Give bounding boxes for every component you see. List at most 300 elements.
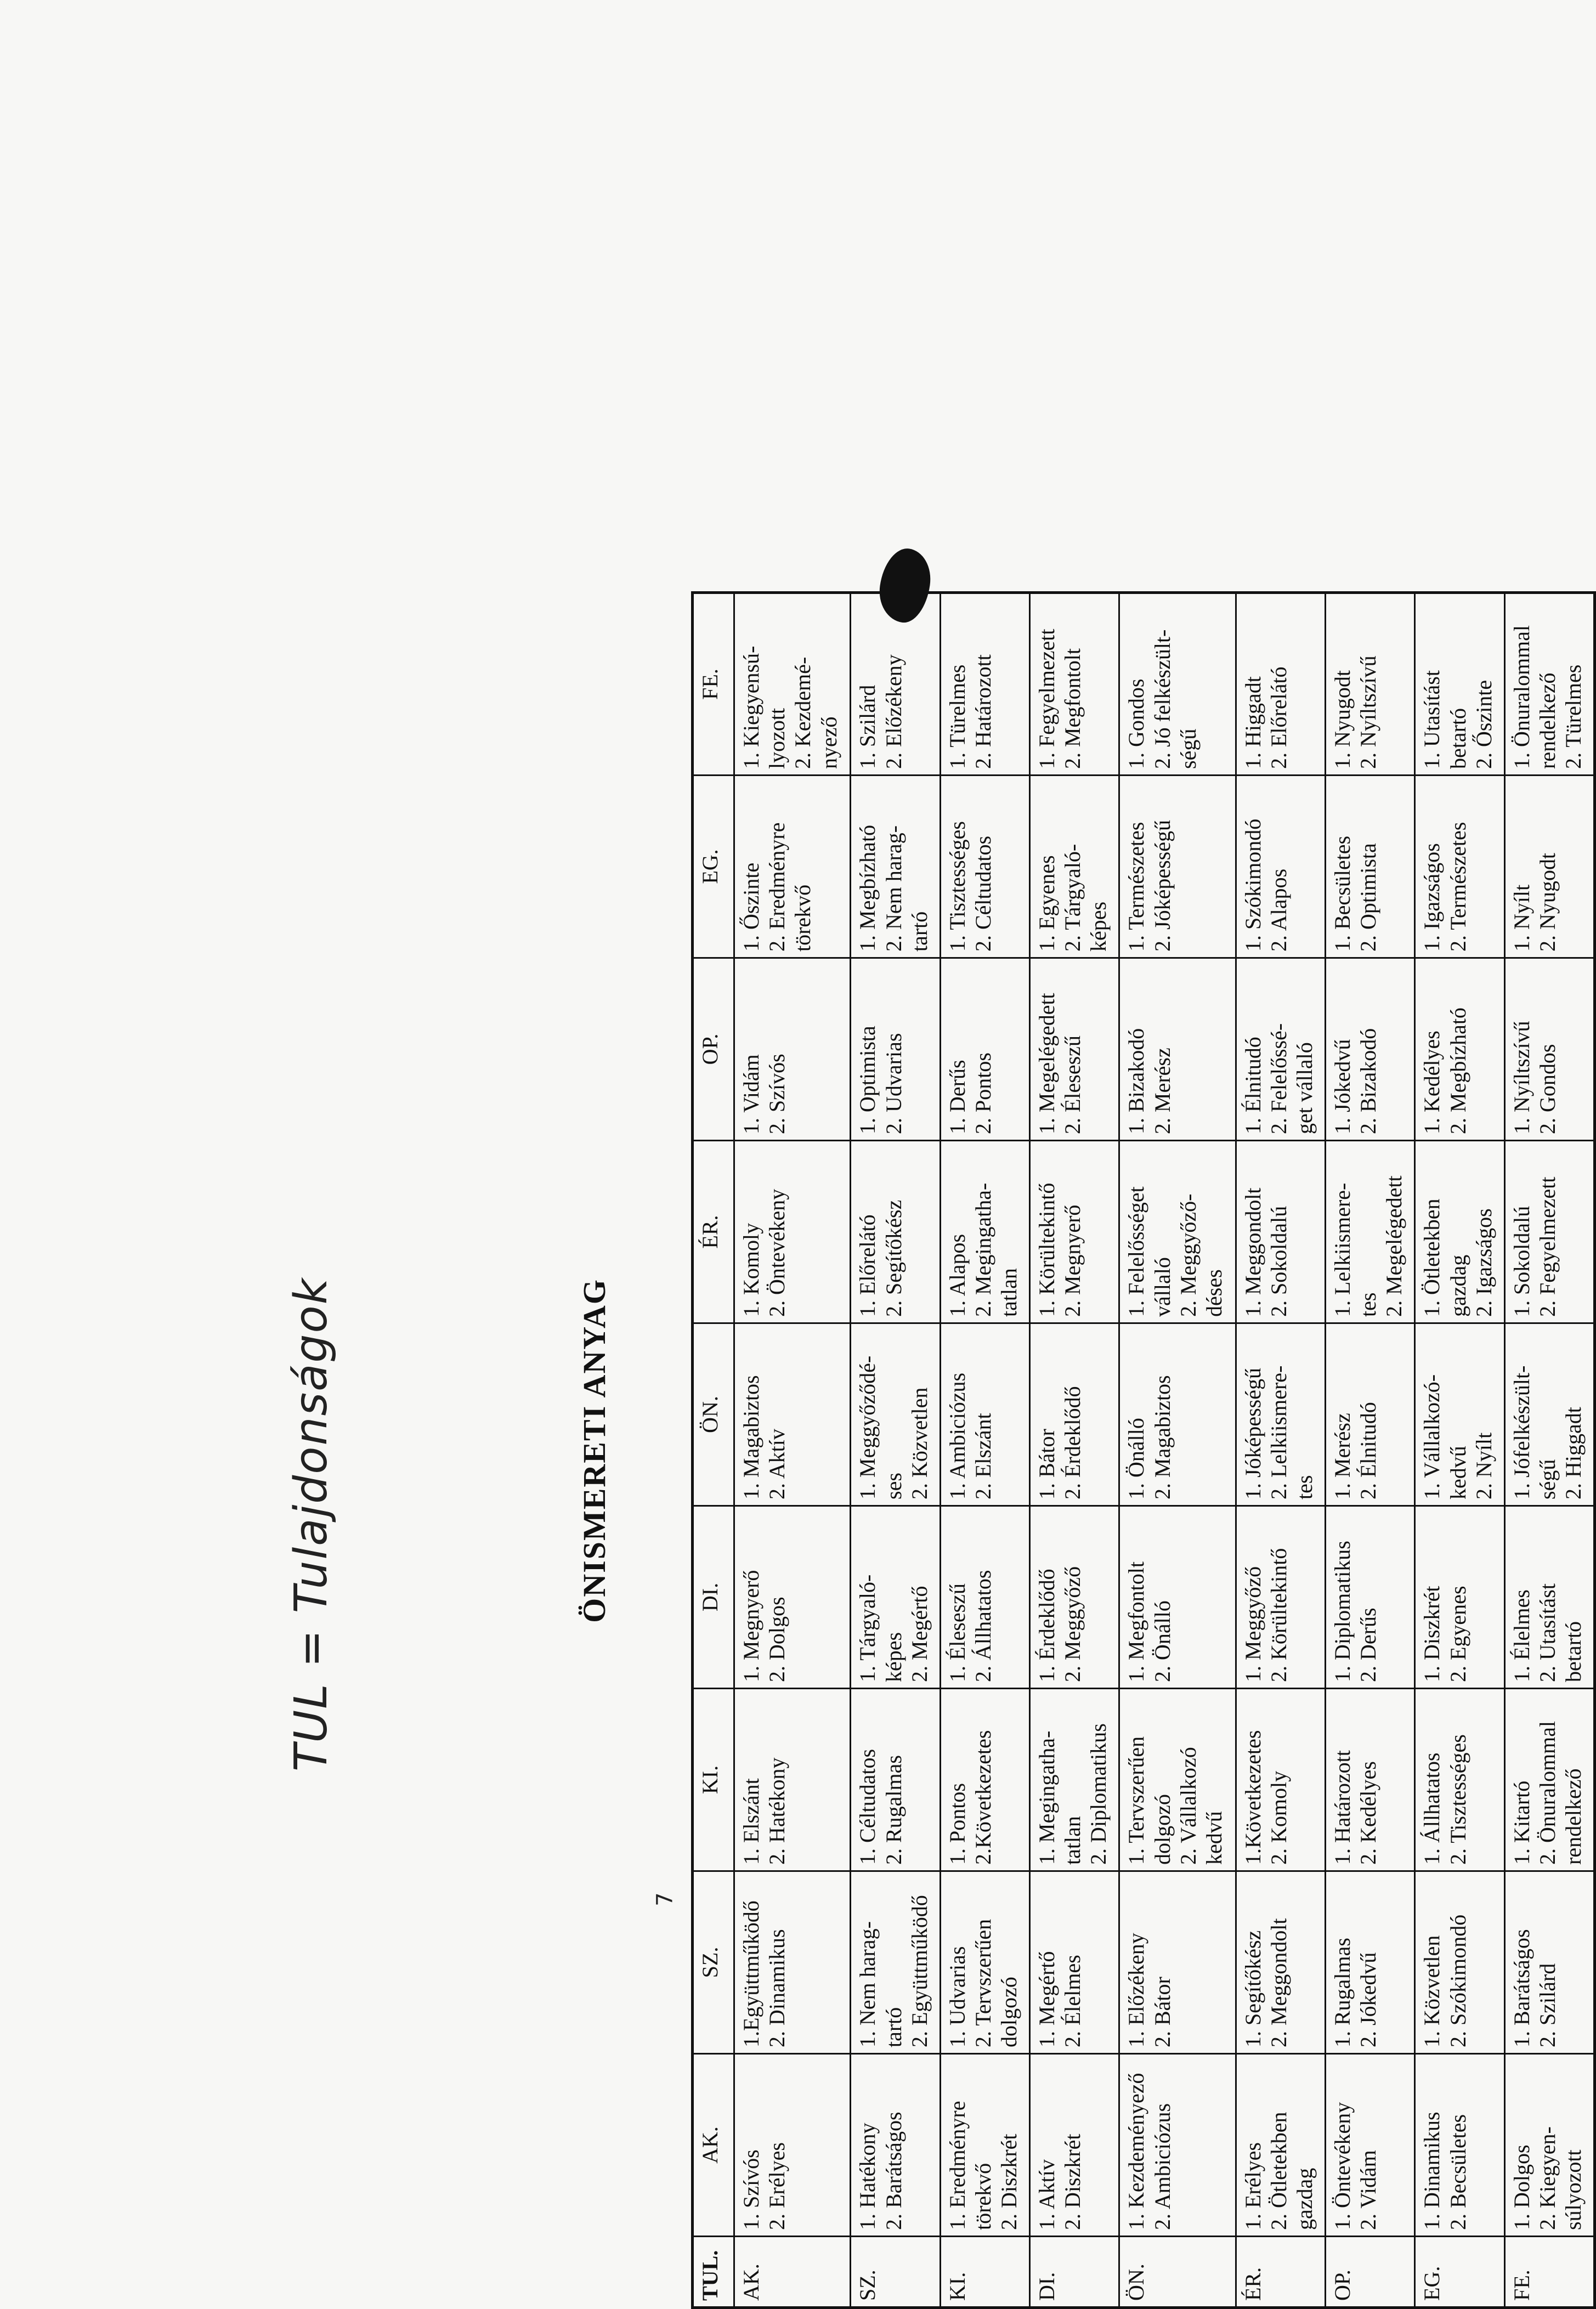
table-cell [851, 958, 940, 1141]
cell-line: 2. Megnyerő [1060, 1204, 1085, 1317]
table-header-row [693, 593, 734, 2308]
row-header: SZ. [851, 2237, 940, 2308]
cell-line: tartó [907, 911, 932, 952]
cell-line: 2. Élelmes [1060, 1955, 1085, 2047]
table-cell [734, 958, 851, 1141]
table-cell [1119, 1506, 1236, 1689]
cell-line: 2. Ambiciózus [1150, 2103, 1175, 2230]
table-cell [1504, 2054, 1594, 2237]
table-cell [1504, 958, 1594, 1141]
table-cell [1236, 2054, 1325, 2237]
cell-line: 2. Diplomatikus [1086, 1723, 1111, 1865]
table-cell [1030, 1323, 1119, 1506]
cell-line: 1. Meggyőződé- [855, 1355, 880, 1499]
table-cell [1236, 1506, 1325, 1689]
table-cell [1119, 1689, 1236, 1871]
table-cell [734, 1141, 851, 1323]
cell-line: 2. Határozott [970, 654, 995, 769]
column-header: FE. [693, 593, 734, 776]
cell-line: 1. Szívós [739, 2149, 763, 2230]
table-row [734, 593, 851, 2308]
cell-line: 1. Aktív [1034, 2159, 1060, 2230]
cell-line: 1. Tisztességes [944, 821, 970, 952]
table-cell [1504, 1506, 1594, 1689]
cell-line: 1. Utasítást [1419, 670, 1445, 769]
cell-line: 1. Kedélyes [1419, 1031, 1445, 1134]
cell-line: dolgozó [997, 1977, 1022, 2047]
table-cell [940, 1871, 1029, 2054]
table-cell [1326, 776, 1415, 958]
table-cell [851, 1323, 940, 1506]
cell-line: 1. Türelmes [944, 664, 970, 769]
cell-line: ségű [1535, 1459, 1560, 1499]
table-cell [1030, 1141, 1119, 1323]
cell-line: 2. Elszánt [970, 1413, 995, 1499]
table-cell [1415, 1323, 1504, 1506]
table-cell [940, 1689, 1029, 1871]
cell-line: 2. Nyílt [1471, 1432, 1496, 1499]
table-cell [940, 1323, 1029, 1506]
cell-line: 1. Igazságos [1419, 843, 1445, 952]
cell-line: 1. Ambiciózus [944, 1372, 970, 1499]
table-cell [1119, 2054, 1236, 2237]
cell-line: 1. Határozott [1330, 1750, 1355, 1865]
table-cell [940, 2054, 1029, 2237]
cell-line: 2. Vidám [1356, 2150, 1381, 2230]
cell-line: 2. Önuralommal [1535, 1721, 1560, 1865]
cell-line: 2. Erélyes [765, 2142, 790, 2230]
cell-line: ségű [1175, 728, 1201, 769]
cell-line: 1. Önuralommal [1509, 625, 1534, 769]
cell-line: 2. Sokoldalú [1266, 1206, 1291, 1317]
cell-line: 1. Megelégedett [1034, 993, 1060, 1134]
cell-line: 1. Előzékeny [1124, 1933, 1149, 2047]
cell-line: 1.Következetes [1240, 1730, 1265, 1865]
table-cell [1119, 776, 1236, 958]
table-cell [1326, 593, 1415, 776]
table-cell [1415, 776, 1504, 958]
cell-line: 2. Körültekintő [1266, 1548, 1291, 1682]
cell-line: 2. Lelkiismere- [1266, 1365, 1291, 1499]
cell-line: betartó [1561, 1621, 1586, 1682]
cell-line: 1. Önálló [1124, 1418, 1149, 1499]
cell-line: rendelkező [1561, 1768, 1586, 1865]
cell-line: 2. Megértő [907, 1586, 932, 1682]
cell-line: képes [1086, 901, 1111, 952]
cell-line: 1. Nyílt [1509, 884, 1534, 952]
table-row [1236, 593, 1325, 2308]
table-cell [1326, 1506, 1415, 1689]
cell-line: 1. Élelmes [1509, 1589, 1534, 1682]
table-cell [1415, 593, 1504, 776]
cell-line: 1. Tervszerűen [1124, 1736, 1149, 1865]
cell-line: 1. Természetes [1124, 822, 1149, 952]
table-cell [1504, 776, 1594, 958]
cell-line: 2. Magabiztos [1150, 1375, 1175, 1499]
table-cell [734, 1323, 851, 1506]
table-cell [1415, 958, 1504, 1141]
column-header: DI. [693, 1506, 734, 1689]
table-row [1030, 593, 1119, 2308]
cell-line: 2. Vállalkozó [1175, 1747, 1201, 1865]
cell-line: 1. Előrelátó [855, 1214, 880, 1317]
cell-line: 2. Természetes [1445, 822, 1470, 952]
cell-line: 2. Nem harag- [881, 825, 906, 952]
cell-line: törekvő [790, 884, 816, 952]
cell-line: 1. Öntevékeny [1330, 2102, 1355, 2230]
cell-line: 2. Rugalmas [881, 1755, 906, 1865]
cell-line: 1. Megfontolt [1124, 1561, 1149, 1682]
cell-line: 2. Fegyelmezett [1535, 1176, 1560, 1317]
table-cell [1504, 1871, 1594, 2054]
table-row [1326, 593, 1415, 2308]
cell-line: 1. Kiegyensú- [739, 646, 763, 769]
table-cell [940, 776, 1029, 958]
table-cell [1326, 1689, 1415, 1871]
table-cell [940, 1506, 1029, 1689]
cell-line: 2. Hatékony [765, 1757, 790, 1865]
cell-line: 2. Dolgos [765, 1597, 790, 1682]
cell-line: 2. Eredményre [765, 822, 790, 952]
cell-line: 2. Kiegyen- [1535, 2126, 1560, 2230]
cell-line: dolgozó [1150, 1794, 1175, 1865]
cell-line: 1. Fegyelmezett [1034, 629, 1060, 769]
cell-line: 2. Szókimondó [1445, 1914, 1470, 2047]
table-cell [1119, 958, 1236, 1141]
column-header: EG. [693, 776, 734, 958]
table-cell [1415, 2054, 1504, 2237]
cell-line: ses [881, 1473, 906, 1499]
table-cell [1415, 1506, 1504, 1689]
cell-line: 1. Elszánt [739, 1778, 763, 1865]
cell-line: 2. Utasítást [1535, 1583, 1560, 1682]
table-cell [1119, 1323, 1236, 1506]
cell-line: 1. Jókedvű [1330, 1039, 1355, 1134]
cell-line: nyező [816, 716, 841, 769]
table-cell [1119, 1871, 1236, 2054]
table-cell [1504, 1141, 1594, 1323]
cell-line: 1. Dinamikus [1419, 2112, 1445, 2230]
column-header: SZ. [693, 1871, 734, 2054]
cell-line: tes [1292, 1475, 1317, 1499]
cell-line: 2. Diszkrét [997, 2133, 1022, 2230]
cell-line: 1. Komoly [739, 1223, 763, 1317]
cell-line: 2. Kedélyes [1356, 1761, 1381, 1865]
cell-line: 2. Meggyőző [1060, 1566, 1085, 1682]
cell-line: 2. Meggondolt [1266, 1918, 1291, 2047]
row-header: KI. [940, 2237, 1029, 2308]
cell-line: 1. Kezdeményező [1124, 2073, 1149, 2230]
cell-line: 2. Öntevékeny [765, 1189, 790, 1317]
table-cell [1326, 2054, 1415, 2237]
cell-line: 2. Élnitudó [1356, 1402, 1381, 1499]
cell-line: 1. Merész [1330, 1413, 1355, 1499]
cell-line: 2. Bizakodó [1356, 1028, 1381, 1134]
cell-line: 2. Ötletekben [1266, 2112, 1291, 2230]
rotated-sheet [576, 592, 1596, 2309]
table-cell [851, 776, 940, 958]
table-cell [1415, 1141, 1504, 1323]
cell-line: 2. Merész [1150, 1048, 1175, 1134]
cell-line: get vállaló [1292, 1042, 1317, 1134]
cell-line: 1. Jófelkészült- [1509, 1365, 1534, 1499]
table-cell [1119, 1141, 1236, 1323]
cell-line: 1. Magabiztos [739, 1375, 763, 1499]
cell-line: 2. Alapos [1266, 868, 1291, 952]
table-cell [1415, 1689, 1504, 1871]
column-header: OP. [693, 958, 734, 1141]
cell-line: 1. Nem harag- [855, 1921, 880, 2047]
column-header: AK. [693, 2054, 734, 2237]
cell-line: 1. Kitartó [1509, 1780, 1534, 1865]
cell-line: 2. Diszkrét [1060, 2133, 1085, 2230]
row-header: OP. [1326, 2237, 1415, 2308]
table-cell [851, 1506, 940, 1689]
table-cell [851, 2054, 940, 2237]
cell-line: 2. Szívós [765, 1054, 790, 1134]
cell-line: 1. Higgadt [1240, 676, 1265, 769]
table-cell [1030, 1506, 1119, 1689]
cell-line: 2. Kezdemé- [790, 657, 816, 769]
table-cell [1326, 958, 1415, 1141]
cell-line: 2. Meggyőző- [1175, 1193, 1201, 1317]
cell-line: 2. Őszinte [1471, 680, 1496, 769]
cell-line: 1. Közvetlen [1419, 1935, 1445, 2047]
table-cell [734, 1689, 851, 1871]
table-cell [1030, 776, 1119, 958]
cell-line: 2.Következetes [970, 1730, 995, 1865]
cell-line: 1. Nyugodt [1330, 670, 1355, 769]
row-header: AK. [734, 2237, 851, 2308]
cell-line: 1. Éleseszű [944, 1583, 970, 1682]
cell-line: 2. Pontos [970, 1052, 995, 1134]
cell-line: 1. Lelkiismere- [1330, 1182, 1355, 1317]
table-cell [1326, 1141, 1415, 1323]
cell-line: 2. Megelégedett [1382, 1175, 1407, 1317]
cell-line: 2. Nyíltszívű [1356, 655, 1381, 769]
cell-line: 2. Éleseszű [1060, 1035, 1085, 1134]
cell-line: 1. Udvarias [944, 1946, 970, 2047]
cell-line: 1. Hatékony [855, 2123, 880, 2230]
cell-line: 1. Meggyőző [1240, 1566, 1265, 1682]
column-header: ÖN. [693, 1323, 734, 1506]
row-header: ÉR. [1236, 2237, 1325, 2308]
table-cell [1326, 1323, 1415, 1506]
handwritten-note: TUL = Tulajdonságok [285, 1277, 337, 1772]
cell-line: 2. Céltudatos [970, 835, 995, 952]
cell-line: tatlan [997, 1268, 1022, 1317]
cell-line: 1. Egyenes [1034, 855, 1060, 952]
table-cell [734, 1506, 851, 1689]
table-row [940, 593, 1029, 2308]
cell-line: 1. Derűs [944, 1060, 970, 1134]
cell-line: 1. Őszinte [739, 862, 763, 952]
cell-line: 2. Tervszerűen [970, 1918, 995, 2047]
table-cell [940, 1141, 1029, 1323]
cell-line: 1. Diszkrét [1419, 1586, 1445, 1682]
cell-line: 2. Nyugodt [1535, 853, 1560, 952]
cell-line: 1. Megértő [1034, 1951, 1060, 2047]
cell-line: 1. Gondos [1124, 678, 1149, 769]
cell-line: 1. Alapos [944, 1233, 970, 1317]
cell-line: gazdag [1445, 1254, 1470, 1317]
table-cell [851, 1141, 940, 1323]
cell-line: 2. Együttműködő [907, 1895, 932, 2047]
cell-line: déses [1201, 1269, 1226, 1317]
cell-line: 2. Jókedvű [1356, 1952, 1381, 2047]
table-cell [734, 1871, 851, 2054]
cell-line: tartó [881, 2007, 906, 2047]
cell-line: 2. Előzékeny [881, 654, 906, 769]
cell-line: 1. Meggondolt [1240, 1187, 1265, 1317]
table-cell [1504, 1323, 1594, 1506]
cell-line: 2. Segítőkész [881, 1199, 906, 1317]
cell-line: 1. Ötletekben [1419, 1198, 1445, 1317]
cell-line: 1. Körültekintő [1034, 1182, 1060, 1317]
cell-line: törekvő [970, 2163, 995, 2230]
cell-line: 1. Szókimondó [1240, 818, 1265, 952]
row-header: FE. [1504, 2237, 1594, 2308]
cell-line: 1. Diplomatikus [1330, 1541, 1355, 1682]
cell-line: 1. Erélyes [1240, 2142, 1265, 2230]
table-cell [851, 1689, 940, 1871]
cell-line: 1. Tárgyaló- [855, 1574, 880, 1682]
cell-line: 2. Bátor [1150, 1977, 1175, 2047]
cell-line: 1. Becsületes [1330, 835, 1355, 952]
cell-line: 2. Érdeklődő [1060, 1386, 1085, 1499]
cell-line: 1. Érdeklődő [1034, 1569, 1060, 1682]
table-cell [1326, 1871, 1415, 2054]
cell-line: 1. Eredményre [944, 2101, 970, 2230]
table-cell [1236, 1141, 1325, 1323]
cell-line: 2. Derűs [1356, 1608, 1381, 1682]
cell-line: 2. Felelőssé- [1266, 1023, 1291, 1134]
cell-line: 2. Türelmes [1561, 664, 1586, 769]
cell-line: 2. Jó felkészült- [1150, 629, 1175, 769]
cell-line: 1. Szilárd [855, 684, 880, 769]
cell-line: 1. Rugalmas [1330, 1938, 1355, 2047]
cell-line: tatlan [1060, 1816, 1085, 1865]
table-row [851, 593, 940, 2308]
cell-line: 1. Vidám [739, 1054, 763, 1134]
cell-line: tes [1356, 1292, 1381, 1317]
table-cell [734, 2054, 851, 2237]
cell-line: 1. Vállalkozó- [1419, 1374, 1445, 1499]
cell-line: 1. Segítőkész [1240, 1930, 1265, 2047]
table-cell [1236, 1871, 1325, 2054]
cell-line: gazdag [1292, 2167, 1317, 2230]
column-header: ÉR. [693, 1141, 734, 1323]
cell-line: lyozott [765, 708, 790, 769]
table-cell [1236, 1689, 1325, 1871]
cell-line: 2. Becsületes [1445, 2114, 1470, 2230]
cell-line: képes [881, 1632, 906, 1682]
cell-line: 2. Dinamikus [765, 1929, 790, 2047]
cell-line: súlyozott [1561, 2149, 1586, 2230]
cell-line: 2. Állhatatos [970, 1570, 995, 1682]
cell-line: 1. Bátor [1034, 1429, 1060, 1499]
table-body [734, 593, 1595, 2308]
table-cell [1236, 958, 1325, 1141]
cell-line: 2. Gondos [1535, 1044, 1560, 1134]
cell-line: betartó [1445, 708, 1470, 769]
cell-line: 1. Megingatha- [1034, 1730, 1060, 1865]
cell-line: 1. Megbízható [855, 824, 880, 952]
table-cell [940, 593, 1029, 776]
cell-line: kedvű [1201, 1811, 1226, 1865]
cell-line: 2. Aktív [765, 1429, 790, 1499]
cell-line: 1. Bizakodó [1124, 1028, 1149, 1134]
cell-line: 1. Barátságos [1509, 1929, 1534, 2047]
cell-line: 2. Szilárd [1535, 1963, 1560, 2047]
row-header: EG. [1415, 2237, 1504, 2308]
table-cell [940, 958, 1029, 1141]
cell-line: rendelkező [1535, 672, 1560, 769]
cell-line: 1. Optimista [855, 1026, 880, 1134]
cell-line: 1. Pontos [944, 1783, 970, 1865]
table-row [1504, 593, 1594, 2308]
cell-line: 2. Komoly [1266, 1770, 1291, 1865]
cell-line: 2. Megingatha- [970, 1182, 995, 1317]
row-header: DI. [1030, 2237, 1119, 2308]
table-cell [1236, 1323, 1325, 1506]
cell-line: 1. Sokoldalú [1509, 1206, 1534, 1317]
cell-line: 1. Állhatatos [1419, 1752, 1445, 1865]
cell-line: 1. Élnitudó [1240, 1037, 1265, 1134]
column-header: KI. [693, 1689, 734, 1871]
cell-line: 2. Optimista [1356, 843, 1381, 952]
page-number: 7 [652, 1892, 678, 1906]
table-cell [1236, 593, 1325, 776]
cell-line: 2. Megfontolt [1060, 648, 1085, 769]
table-cell [1119, 593, 1236, 776]
table-cell [734, 776, 851, 958]
table-cell [1415, 1871, 1504, 2054]
cell-line: 1. Dolgos [1509, 2144, 1534, 2230]
cell-line: vállaló [1150, 1257, 1175, 1317]
cell-line: 1. Jóképességű [1240, 1368, 1265, 1499]
table-row [1119, 593, 1236, 2308]
cell-line: 1. Megnyerő [739, 1570, 763, 1682]
header-corner: TUL. [693, 2237, 734, 2308]
cell-line: 1.Együttműködő [739, 1900, 763, 2047]
self-knowledge-table [691, 591, 1596, 2309]
table-cell [1504, 593, 1594, 776]
cell-line: 1. Felelősséget [1124, 1186, 1149, 1317]
table-cell [1236, 776, 1325, 958]
cell-line: 2. Tárgyaló- [1060, 844, 1085, 952]
row-header: ÖN. [1119, 2237, 1236, 2308]
document-title: ÖNISMERETI ANYAG [576, 1278, 612, 1623]
cell-line: 2. Udvarias [881, 1033, 906, 1134]
table-cell [1030, 958, 1119, 1141]
cell-line: kedvű [1445, 1446, 1470, 1499]
cell-line: 1. Céltudatos [855, 1748, 880, 1865]
table-cell [734, 593, 851, 776]
cell-line: 2. Jóképességű [1150, 820, 1175, 952]
cell-line: 2. Barátságos [881, 2112, 906, 2230]
cell-line: 2. Önálló [1150, 1600, 1175, 1682]
cell-line: 1. Nyíltszívű [1509, 1021, 1534, 1134]
table-cell [851, 1871, 940, 2054]
table-cell [1504, 1689, 1594, 1871]
table-row [1415, 593, 1504, 2308]
cell-line: 2. Megbízható [1445, 1007, 1470, 1134]
cell-line: 2. Egyenes [1445, 1586, 1470, 1682]
cell-line: 2. Igazságos [1471, 1208, 1496, 1317]
cell-line: 2. Közvetlen [907, 1387, 932, 1499]
cell-line: 2. Tisztességes [1445, 1734, 1470, 1865]
